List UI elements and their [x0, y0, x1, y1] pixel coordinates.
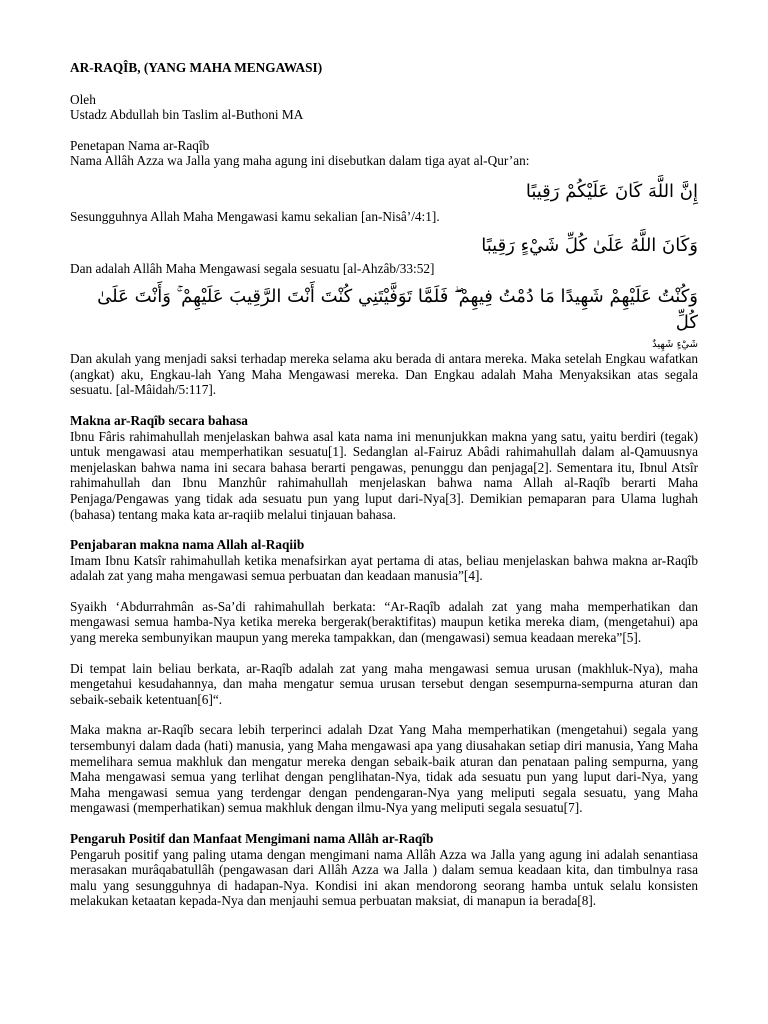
- verse2-arabic: وَكَانَ اللَّهُ عَلَىٰ كُلِّ شَيْءٍ رَقِيبًا: [481, 234, 698, 256]
- section2-heading: Makna ar-Raqîb secara bahasa: [70, 412, 248, 428]
- section4-heading: Pengaruh Positif dan Manfaat Mengimani nama Allâh ar-Raqîb: [70, 831, 434, 846]
- by-label: Oleh: [70, 91, 96, 107]
- verse3-translation: Dan akulah yang menjadi saksi terhadap mereka selama aku berada di antara mereka. Maka setelah Engkau wafatkan (angkat) aku, Engkau-lah Yang Maha Mengawasi mereka. Dan Engkau adalah Maha Menyaksikan atas segala sesuatu. [al-Mâidah/5:117].: [70, 351, 698, 398]
- section3-heading: Penjabaran makna nama Allah al-Raqiib: [70, 537, 305, 553]
- section3-paragraph-4: Maka makna ar-Raqîb secara lebih terperinci adalah Dzat Yang Maha memperhatikan (mengetahui) segala yang tersembunyi dalam dada (hati) manusia, yang Maha mengawasi apa yang diusahakan setiap diri manusia, Yang Maha memelihara semua makhluk dan mengatur mereka dengan sebaik-baik aturan dan penataan paling sempurna, yang Maha mengawasi semua yang terlihat dengan penglihatan-Nya, tidak ada sesuatu pun yang luput dari-Nya, yang Maha mengawasi semua yang terdengar dengan pendengaran-Nya yang meliputi segala sesuatu, yang Maha mengawasi (memperhatikan) semua makhluk dengan ilmu-Nya yang meliputi segala sesuatu[7].: [70, 722, 698, 816]
- document-title: AR-RAQÎB, (YANG MAHA MENGAWASI): [70, 60, 323, 75]
- section4-body: Pengaruh positif yang paling utama dengan mengimani nama Allâh Azza wa Jalla yang agung ini adalah senantiasa merasakan murâqabatullâh (pengawasan dari Allâh Azza wa Jalla ) dalam semua keadaan kita, dan timbulnya rasa malu yang sesungguhnya di hadapan-Nya. Kondisi ini akan mendorong seorang hamba untuk selalu konsisten melakukan ketaatan kepada-Nya dan menjauhi semua perbuatan maksiat, di manapun ia berada[8].: [70, 846, 698, 909]
- section2-body: Ibnu Fâris rahimahullah menjelaskan bahwa asal kata nama ini menunjukkan makna yang satu, yaitu berdiri (tegak) untuk mengawasi atau memperhatikan sesuatu[1]. Sedanglan al-Fairuz Abâdi rahimahullah dalam al-Qamuusnya menjelaskan bahwa nama ini secara bahasa berarti pengawas, penunggu dan penjaga[2]. Sementara itu, Ibnul Atsîr rahimahullah dan Ibnu Manzhûr rahimahullah menjelaskan bahwa nama Allah al-Raqîb berarti Maha Penjaga/Pengawas yang tidak ada sesuatu pun yang luput dari-Nya[3]. Demikian pemaparan para Ulama lughah (bahasa) tentang maka kata ar-raqiib melalui tinjauan bahasa.: [70, 428, 698, 522]
- verse1-arabic: إِنَّ اللَّهَ كَانَ عَلَيْكُمْ رَقِيبًا: [525, 180, 698, 202]
- verse1-translation: Sesungguhnya Allah Maha Mengawasi kamu sekalian [an-Nisâ’/4:1].: [70, 208, 440, 224]
- section3-paragraph-3: Di tempat lain beliau berkata, ar-Raqîb adalah zat yang maha mengawasi semua urusan (makhluk-Nya), maha mengetahui kesudahannya, dan maha mengatur semua urusan tersebut dengan sesempurna-sempurna aturan dan sebaik-sebaik ketentuan[6]“.: [70, 660, 698, 707]
- section3-paragraph-2: Syaikh ‘Abdurrahmân as-Sa’di rahimahullah berkata: “Ar-Raqîb adalah zat yang maha memperhatikan dan mengawasi semua hamba-Nya ketika mereka bergerak(beraktifitas) maupun ketika mereka diam, (mengetahui) apa yang mereka sembunyikan maupun yang mereka tampakkan, dan (mengawasi) semua keadaan mereka”[5].: [70, 598, 698, 646]
- verse3-arabic: وَكُنْتُ عَلَيْهِمْ شَهِيدًا مَا دُمْتُ فِيهِمْ ۖ فَلَمَّا تَوَفَّيْتَنِي كُنْتَ أَنْتَ الرَّقِيبَ عَلَيْهِمْ ۚ وَأَنْتَ عَلَىٰ كُلِّ: [97, 286, 698, 334]
- author-name: Ustadz Abdullah bin Taslim al-Buthoni MA: [70, 107, 304, 123]
- section1-intro: Nama Allâh Azza wa Jalla yang maha agung ini disebutkan dalam tiga ayat al-Qur’an:: [70, 153, 530, 169]
- verse2-translation: Dan adalah Allâh Maha Mengawasi segala sesuatu [al-Ahzâb/33:52]: [70, 260, 435, 276]
- section1-heading: Penetapan Nama ar-Raqîb: [70, 137, 210, 153]
- verse3-arabic-continuation: شَيْءٍ شَهِيدٌ: [652, 339, 698, 351]
- section3-paragraph-1: Imam Ibnu Katsîr rahimahullah ketika menafsirkan ayat pertama di atas, beliau menjelaskan bahwa makna ar-Raqîb adalah zat yang maha mengawasi semua perbuatan dan keadaan manusia”[4].: [70, 552, 698, 584]
- document-page: [70, 60, 698, 909]
